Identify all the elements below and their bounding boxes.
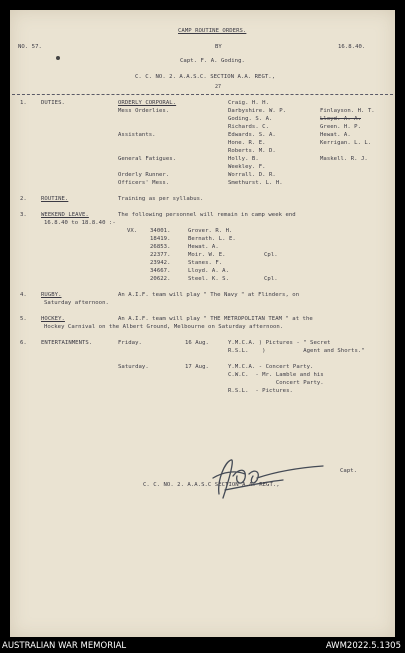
section-number: 5. (20, 316, 27, 322)
section-heading-rugby: RUGBY. (41, 292, 62, 298)
personnel-name: Grover. R. H. (188, 228, 233, 234)
duty-name: Edwards. S. A. (228, 132, 276, 138)
duty-name: Craig. H. H. (228, 100, 270, 106)
weekend-dates: 16.8.40 to 18.8.40 :- (44, 220, 116, 226)
personnel-number: 22377. (150, 252, 171, 258)
section-number: 4. (20, 292, 27, 298)
unit-name: C. C. NO. 2. A.A.S.C. SECTION A.A. REGT., (135, 74, 276, 80)
duty-label: Assistants. (118, 132, 156, 138)
event-line: R.S.L. ) Agent and Shorts." (228, 348, 365, 354)
issuing-officer: Capt. F. A. Goding. (180, 58, 245, 64)
day-label: Saturday. (118, 364, 149, 370)
duty-label: General Fatigues. (118, 156, 177, 162)
signature-unit: C. C. NO. 2. A.A.S.C SECTION A.A. REGT., (143, 482, 280, 488)
dashed-divider (12, 94, 393, 95)
archive-reference: AWM2022.5.1305 (325, 641, 401, 651)
duty-name: Roberts. M. D. (228, 148, 276, 154)
document-page (10, 10, 395, 637)
duty-name: Weekley. F. (228, 164, 266, 170)
day-date: 16 Aug. (185, 340, 209, 346)
personnel-name: Lloyd. A. A. (188, 268, 230, 274)
day-label: Friday. (118, 340, 142, 346)
vx-prefix: VX. (127, 228, 138, 234)
personnel-name: Moir. W. E. (188, 252, 226, 258)
duty-name: Goding. S. A. (228, 116, 273, 122)
section-number: 3. (20, 212, 27, 218)
day-date: 17 Aug. (185, 364, 209, 370)
duty-name: Hone. R. E. (228, 140, 266, 146)
signature-rank: Capt. (340, 468, 358, 474)
duty-name: Hewat. A. (320, 132, 351, 138)
order-date: 16.8.40. (338, 44, 366, 50)
duty-name: Maskell. R. J. (320, 156, 368, 162)
duty-name: Smethurst. L. H. (228, 180, 283, 186)
section-heading-weekend-leave: WEEKEND LEAVE. (41, 212, 89, 218)
handwritten-signature (205, 450, 335, 505)
section-heading-hockey: HOCKEY. (41, 316, 65, 322)
hockey-text: Hockey Carnival on the Albert Ground, Melbourne on Saturday afternoon. (44, 324, 284, 330)
event-line: Concert Party. (228, 380, 324, 386)
section-heading-routine: ROUTINE. (41, 196, 69, 202)
weekend-text: The following personnel will remain in camp week end (118, 212, 296, 218)
personnel-rank: Cpl. (264, 252, 278, 258)
section-heading-duties: DUTIES. (41, 100, 65, 106)
personnel-rank: Cpl. (264, 276, 278, 282)
duty-label: Officers' Mess. (118, 180, 170, 186)
rugby-text: Saturday afternoon. (44, 300, 109, 306)
archive-footer (0, 640, 405, 653)
personnel-name: Steel. K. S. (188, 276, 230, 282)
duty-name: Kerrigan. L. L. (320, 140, 372, 146)
rugby-text: An A.I.F. team will play " The Navy " at Flinders, on (118, 292, 300, 298)
duty-name: Worrall. D. R. (228, 172, 276, 178)
personnel-name: Bernath. L. E. (188, 236, 236, 242)
duty-name: Holly. B. (228, 156, 259, 162)
event-line: C.W.C. - Mr. Lamble and his (228, 372, 324, 378)
personnel-number: 18419. (150, 236, 171, 242)
personnel-name: Hewat. A. (188, 244, 219, 250)
duty-name: Darbyshire. W. P. (228, 108, 287, 114)
section-number: 6. (20, 340, 27, 346)
personnel-number: 20622. (150, 276, 171, 282)
personnel-name: Stanes. F. (188, 260, 223, 266)
order-number: NO. 57. (18, 44, 42, 50)
section-heading-entertainments: ENTERTAINMENTS. (41, 340, 93, 346)
duty-label: ORDERLY CORPORAL. (118, 100, 177, 106)
personnel-number: 34667. (150, 268, 171, 274)
section-number: 2. (20, 196, 27, 202)
by-label: BY (215, 44, 222, 50)
personnel-number: 23942. (150, 260, 171, 266)
hockey-text: An A.I.F. team will play " THE METROPOLITAN TEAM " at the (118, 316, 313, 322)
event-line: Y.M.C.A. ) Pictures - " Secret (228, 340, 331, 346)
duty-label: Orderly Runner. (118, 172, 170, 178)
routine-text: Training as per syllabus. (118, 196, 204, 202)
personnel-number: 34001. (150, 228, 171, 234)
unit-subscript: 27 (215, 84, 222, 90)
duty-name-struck: Lloyd. A. A. (320, 116, 362, 122)
duty-name: Richards. C. (228, 124, 270, 130)
section-number: 1. (20, 100, 27, 106)
personnel-number: 26853. (150, 244, 171, 250)
duty-label: Mess Orderlies. (118, 108, 170, 114)
duty-name: Finlayson. H. T. (320, 108, 375, 114)
document-title: CAMP ROUTINE ORDERS. (178, 28, 247, 34)
archive-name: AUSTRALIAN WAR MEMORIAL (2, 641, 127, 651)
duty-name: Green. H. P. (320, 124, 362, 130)
event-line: R.S.L. - Pictures. (228, 388, 293, 394)
punch-hole (56, 56, 60, 60)
event-line: Y.M.C.A. - Concert Party. (228, 364, 314, 370)
